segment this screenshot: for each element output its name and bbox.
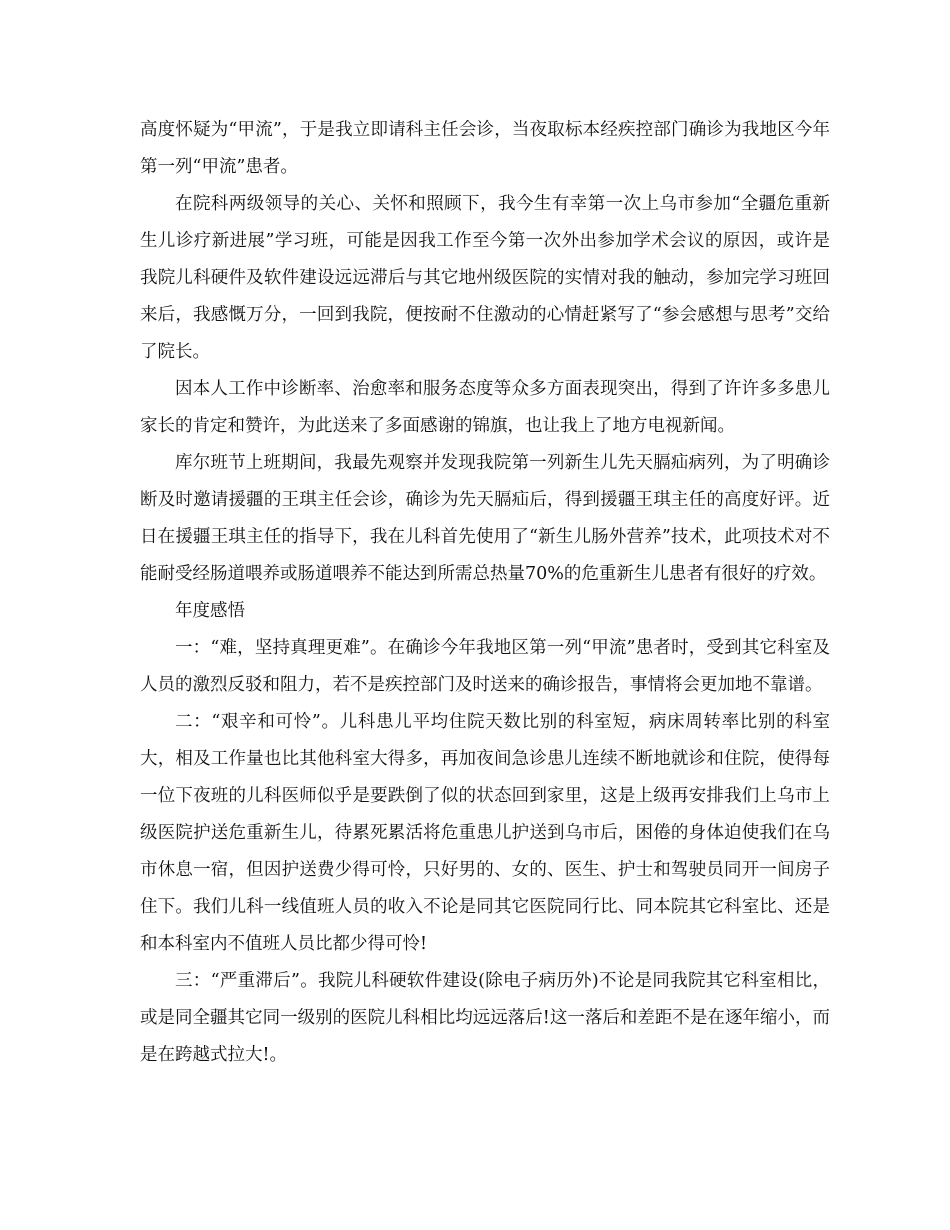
paragraph-kurban-festival: 库尔班节上班期间，我最先观察并发现我院第一列新生儿先天膈疝病列，为了明确诊断及时邀请援疆的王琪主任会诊，确诊为先天膈疝后，得到援疆王琪主任的高度好评。近日在援疆王琪主任的指导下，我在儿科首先使用了“新生儿肠外营养”技术，此项技术对不能耐受经肠道喂养或肠道喂养不能达到所需总热量70%的危重新生儿患者有很好的疗效。: [140, 453, 830, 584]
paragraph-study-class: 在院科两级领导的关心、关怀和照顾下，我今生有幸第一次上乌市参加“全疆危重新生儿诊疗新进展”学习班，可能是因我工作至今第一次外出参加学术会议的原因，或许是我院儿科硬件及软件建设远远滞后与其它地州级医院的实情对我的触动，参加完学习班回来后，我感慨万分，一回到我院，便按耐不住激动的心情赶紧写了“参会感想与思考”交给了院长。: [140, 194, 830, 362]
document-page: [140, 112, 830, 1074]
paragraph-recognition: 因本人工作中诊断率、治愈率和服务态度等众多方面表现突出，得到了许许多多患儿家长的肯定和赞许，为此送来了多面感谢的锦旗，也让我上了地方电视新闻。: [140, 379, 830, 436]
section-heading-annual-reflection: 年度感悟: [175, 601, 245, 621]
paragraph-reflection-two: 二：“艰辛和可怜”。儿科患儿平均住院天数比别的科室短，病床周转率比别的科室大，相及工作量也比其他科室大得多，再加夜间急诊患儿连续不断地就诊和住院，使得每一位下夜班的儿科医师似乎是要跌倒了似的状态回到家里，这是上级再安排我们上乌市上级医院护送危重新生儿，待累死累活将危重患儿护送到乌市后，困倦的身体迫使我们在乌市休息一宿，但因护送费少得可怜，只好男的、女的、医生、护士和驾驶员同开一间房子住下。我们儿科一线值班人员的收入不论是同其它医院同行比、同本院其它科室比、还是和本科室内不值班人员比都少得可怜!: [140, 712, 830, 954]
paragraph-continuation: 高度怀疑为“甲流”，于是我立即请科主任会诊，当夜取标本经疾控部门确诊为我地区今年第一列“甲流”患者。: [140, 120, 830, 177]
paragraph-reflection-one: 一：“难，坚持真理更难”。在确诊今年我地区第一列“甲流”患者时，受到其它科室及人员的激烈反驳和阻力，若不是疾控部门及时送来的确诊报告，事情将会更加地不靠谱。: [140, 638, 830, 695]
paragraph-reflection-three: 三：“严重滞后”。我院儿科硬软件建设(除电子病历外)不论是同我院其它科室相比，或是同全疆其它同一级别的医院儿科相比均远远落后!这一落后和差距不是在逐年缩小，而是在跨越式拉大!。: [140, 971, 830, 1065]
